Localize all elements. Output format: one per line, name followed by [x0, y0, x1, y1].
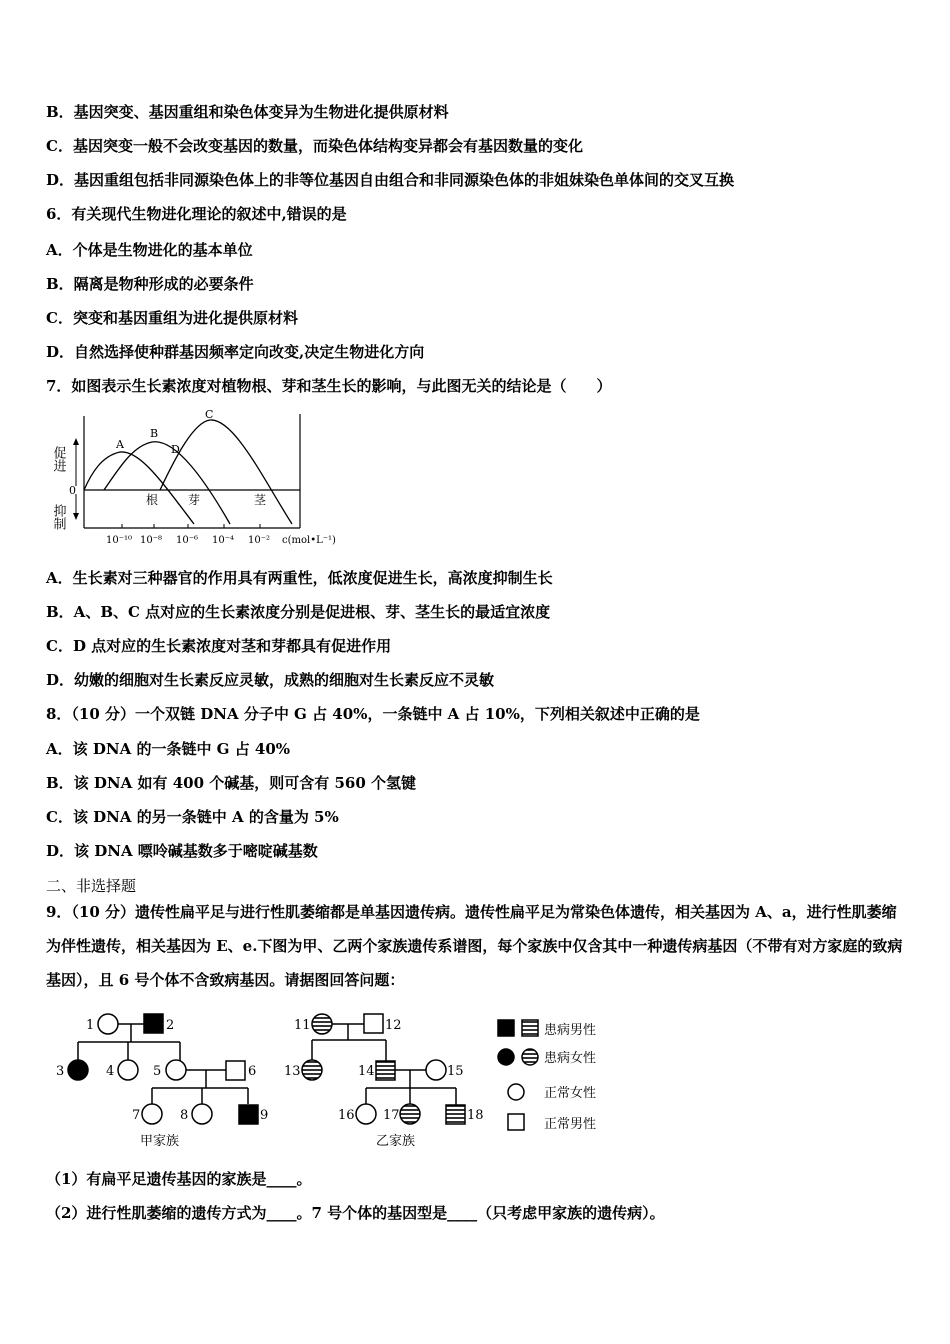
zero-label: 0: [69, 484, 76, 497]
pedigree-individual-15: [426, 1060, 446, 1080]
pedigree-individual-3: [68, 1060, 88, 1080]
pedigree-individual-16: [356, 1104, 376, 1124]
pedigree-individual-8: [192, 1104, 212, 1124]
id-7: 7: [132, 1108, 141, 1123]
stem-curve: [160, 420, 292, 524]
q8-option-d: D．该 DNA 嘌呤碱基数多于嘧啶碱基数: [46, 842, 318, 860]
pedigree-individual-5: [166, 1060, 186, 1080]
q5-option-d: D．基因重组包括非同源染色体上的非等位基因自由组合和非同源染色体的非姐妹染色单体间的交叉互换: [46, 171, 735, 189]
legend-affected-female-icon-a: [498, 1049, 514, 1065]
bud-curve: [104, 442, 230, 524]
root-curve: [84, 452, 194, 524]
point-label-d: D: [171, 443, 180, 456]
x-tick-2: 10⁻⁸: [140, 535, 163, 546]
id-18: 18: [467, 1108, 484, 1123]
curve-label-root: 根: [146, 493, 159, 507]
q8-option-c: C．该 DNA 的另一条链中 A 的含量为 5%: [46, 808, 339, 826]
id-17: 17: [383, 1108, 400, 1123]
section-heading: 二、非选择题: [46, 877, 137, 895]
pedigree-individual-13: [302, 1060, 322, 1080]
q6-option-c: C．突变和基因重组为进化提供原材料: [46, 309, 298, 327]
q9-sub2: （2）进行性肌萎缩的遗传方式为____。7 号个体的基因型是____（只考虑甲家族的遗传病）。: [46, 1204, 665, 1222]
pedigree-individual-12: [364, 1014, 383, 1033]
q7-stem: 7．如图表示生长素浓度对植物根、芽和茎生长的影响，与此图无关的结论是（ ）: [46, 377, 612, 395]
id-2: 2: [166, 1018, 175, 1033]
family-yi-label: 乙家族: [376, 1134, 416, 1149]
x-tick-5: 10⁻²: [248, 535, 271, 546]
q6-option-a: A．个体是生物进化的基本单位: [46, 241, 253, 259]
arrow-up-icon: [73, 438, 79, 445]
legend-normal-female: 正常女性: [544, 1086, 597, 1101]
point-label-a: A: [116, 438, 124, 451]
pedigree-individual-1: [98, 1014, 118, 1034]
id-4: 4: [106, 1064, 115, 1079]
id-3: 3: [56, 1064, 65, 1079]
q6-option-d: D．自然选择使种群基因频率定向改变,决定生物进化方向: [46, 343, 425, 361]
legend-affected-female: 患病女性: [544, 1051, 597, 1066]
id-11: 11: [294, 1018, 311, 1033]
curve-label-bud: 芽: [188, 493, 201, 507]
legend-affected-female-icon-b: [522, 1049, 538, 1065]
pedigree-individual-9: [239, 1105, 258, 1124]
legend-normal-male-icon: [508, 1114, 524, 1130]
arrow-down-icon: [73, 513, 79, 520]
id-13: 13: [284, 1064, 301, 1079]
q5-option-b: B．基因突变、基因重组和染色体变异为生物进化提供原材料: [46, 103, 449, 121]
pedigree-figure: [52, 1004, 632, 1154]
id-15: 15: [447, 1064, 464, 1079]
x-tick-3: 10⁻⁶: [176, 535, 199, 546]
y-label-promote: 促进: [50, 446, 66, 472]
pedigree-individual-2: [144, 1014, 163, 1033]
point-label-c: C: [205, 408, 214, 421]
q7-option-b: B．A、B、C 点对应的生长素浓度分别是促进根、芽、茎生长的最适宜浓度: [46, 603, 551, 621]
q7-option-c: C．D 点对应的生长素浓度对茎和芽都具有促进作用: [46, 637, 392, 655]
auxin-growth-figure: [44, 404, 374, 550]
y-label-inhibit: 抑制: [50, 504, 66, 530]
q9-sub1: （1）有扁平足遗传基因的家族是____。: [46, 1170, 312, 1188]
id-5: 5: [153, 1064, 162, 1079]
curve-label-stem: 茎: [254, 493, 267, 507]
pedigree-individual-17: [400, 1104, 420, 1124]
x-tick-1: 10⁻¹⁰: [106, 535, 133, 546]
q9-stem: 9．（10 分）遗传性扁平足与进行性肌萎缩都是单基因遗传病。遗传性扁平足为常染色体遗传，相关基因为 A、a，进行性肌萎缩为伴性遗传，相关基因为 E、e.下图为甲、乙两个家族遗传系谱图，每个家族中仅含其中一种遗传病基因（不带有对方家庭的致病基因），且 6 号个体不含致病基因。请据图回答问题：: [46, 903, 903, 989]
pedigree-individual-6: [226, 1061, 245, 1080]
family-jia-label: 甲家族: [140, 1134, 180, 1149]
id-14: 14: [358, 1064, 375, 1079]
id-1: 1: [86, 1018, 95, 1033]
legend-affected-male-icon-a: [498, 1020, 514, 1036]
q8-option-a: A．该 DNA 的一条链中 G 占 40%: [46, 740, 291, 758]
point-label-b: B: [150, 427, 159, 440]
legend-normal-female-icon: [508, 1084, 524, 1100]
q6-stem: 6．有关现代生物进化理论的叙述中,错误的是: [46, 205, 347, 223]
legend-affected-male: 患病男性: [544, 1023, 597, 1038]
q6-option-b: B．隔离是物种形成的必要条件: [46, 275, 254, 293]
id-12: 12: [385, 1018, 402, 1033]
q5-option-c: C．基因突变一般不会改变基因的数量，而染色体结构变异都会有基因数量的变化: [46, 137, 583, 155]
id-6: 6: [248, 1064, 257, 1079]
x-unit-label: c(mol•L⁻¹): [282, 535, 336, 546]
q7-option-d: D．幼嫩的细胞对生长素反应灵敏，成熟的细胞对生长素反应不灵敏: [46, 671, 495, 689]
q7-option-a: A．生长素对三种器官的作用具有两重性，低浓度促进生长，高浓度抑制生长: [46, 569, 553, 587]
q8-option-b: B．该 DNA 如有 400 个碱基，则可含有 560 个氢键: [46, 774, 416, 792]
id-9: 9: [260, 1108, 269, 1123]
legend-affected-male-icon-b: [522, 1020, 538, 1036]
pedigree-individual-4: [118, 1060, 138, 1080]
x-tick-4: 10⁻⁴: [212, 535, 235, 546]
id-16: 16: [338, 1108, 355, 1123]
pedigree-individual-11: [312, 1014, 332, 1034]
legend-normal-male: 正常男性: [544, 1117, 597, 1132]
id-8: 8: [180, 1108, 189, 1123]
pedigree-individual-18: [446, 1105, 465, 1124]
pedigree-individual-14: [376, 1061, 395, 1080]
pedigree-individual-7: [142, 1104, 162, 1124]
q8-stem: 8．（10 分）一个双链 DNA 分子中 G 占 40%，一条链中 A 占 10%，下列相关叙述中正确的是: [46, 705, 700, 723]
